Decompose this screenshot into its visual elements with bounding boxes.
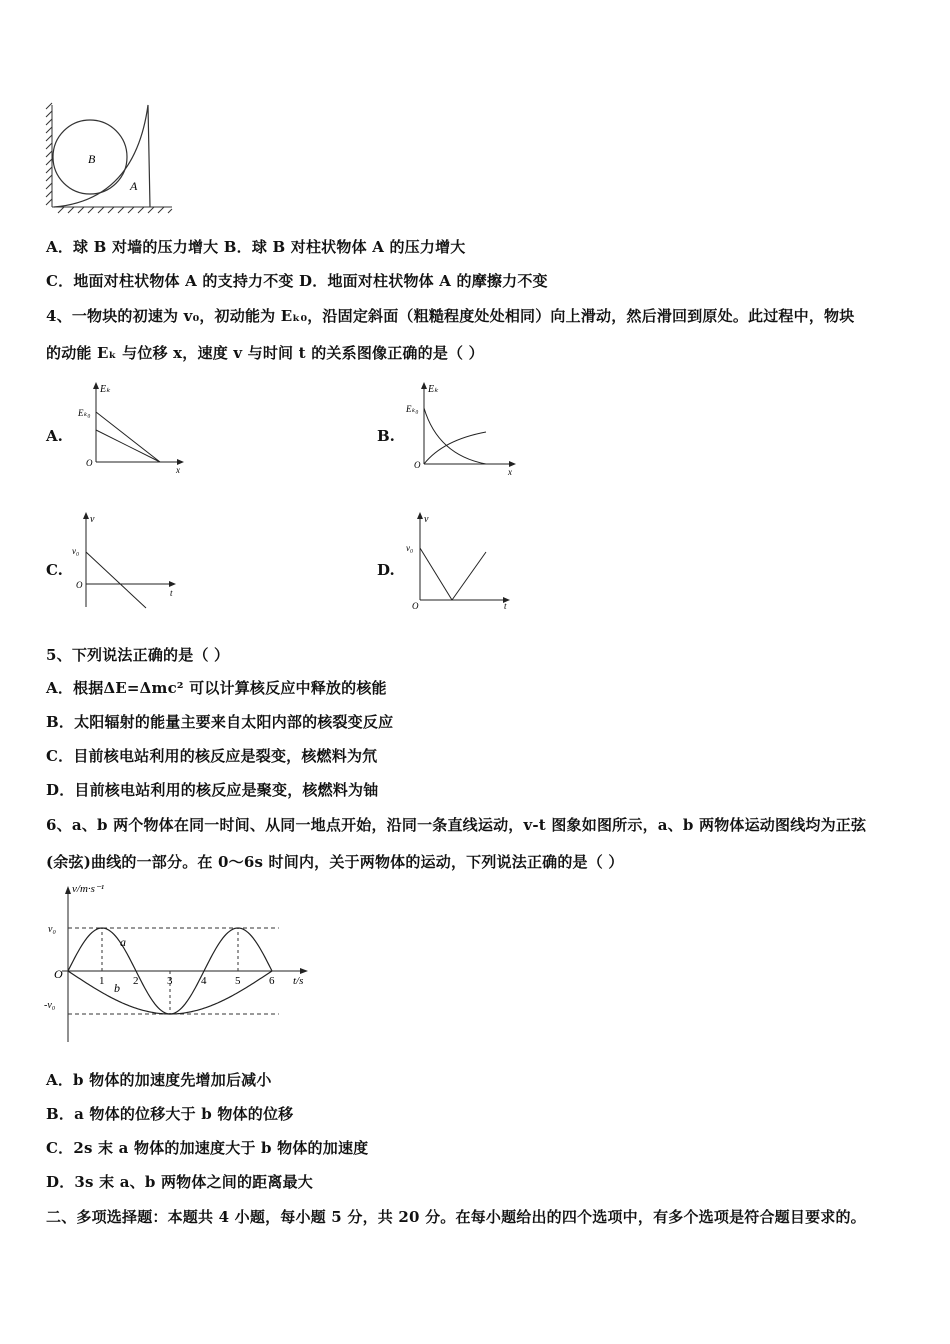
x-tick-label-4: 4 bbox=[201, 975, 207, 987]
x-tick-label-5: 5 bbox=[235, 975, 241, 987]
svg-text:v: v bbox=[90, 514, 95, 525]
q4-graph-a bbox=[80, 380, 190, 475]
graph-c-line bbox=[86, 552, 146, 608]
q6-stem-line1: 6、a、b 两个物体在同一时间、从同一地点开始，沿同一条直线运动，v-t 图象如图所示，a、b 两物体运动图线均为正弦 bbox=[46, 816, 867, 834]
q6-option-d: D．3s 末 a、b 两物体之间的距离最大 bbox=[46, 1173, 313, 1191]
svg-text:O: O bbox=[412, 601, 419, 611]
svg-text:O: O bbox=[414, 460, 421, 470]
q5-option-a: A．根据ΔE=Δmc² 可以计算核反应中释放的核能 bbox=[46, 679, 387, 697]
x-tick-label-3: 3 bbox=[167, 975, 173, 987]
q6-vt-chart bbox=[40, 880, 320, 1050]
q3-figure bbox=[40, 95, 180, 220]
q4-graph-d-label: D. bbox=[377, 561, 395, 579]
wall-hatch bbox=[46, 103, 52, 207]
x-tick-label-1: 1 bbox=[99, 975, 105, 987]
graph-d-line-up bbox=[452, 552, 486, 600]
q4-stem-line1: 4、一物块的初速为 v₀，初动能为 Eₖ₀，沿固定斜面（粗糙程度处处相同）向上滑动，然后滑回到原处。此过程中，物块 bbox=[46, 307, 855, 325]
graph-b-decay-curve bbox=[424, 408, 486, 464]
v-axis-label: v/m·s⁻¹ bbox=[72, 883, 105, 895]
origin-label: O bbox=[54, 967, 63, 981]
svg-text:v₀: v₀ bbox=[406, 543, 414, 553]
q5-option-b: B．太阳辐射的能量主要来自太阳内部的核裂变反应 bbox=[46, 713, 394, 731]
svg-text:v: v bbox=[424, 514, 429, 525]
svg-text:Eₖ: Eₖ bbox=[100, 384, 111, 395]
svg-text:Eₖ₀: Eₖ₀ bbox=[78, 408, 91, 418]
graph-d-line-down bbox=[420, 548, 452, 600]
label-b: B bbox=[88, 152, 96, 166]
q6-option-c: C．2s 末 a 物体的加速度大于 b 物体的加速度 bbox=[46, 1139, 369, 1157]
q6-option-a: A．b 物体的加速度先增加后减小 bbox=[46, 1071, 272, 1089]
q6-option-b: B．a 物体的位移大于 b 物体的位移 bbox=[46, 1105, 294, 1123]
q6-stem-line2: (余弦)曲线的一部分。在 0～6s 时间内，关于两物体的运动，下列说法正确的是（ ） bbox=[46, 853, 624, 871]
svg-text:Eₖ₀: Eₖ₀ bbox=[406, 404, 419, 414]
t-axis-label: t/s bbox=[293, 975, 304, 987]
q4-graph-b-label: B. bbox=[377, 427, 395, 445]
svg-text:x: x bbox=[176, 465, 180, 475]
neg-v0-label: -v₀ bbox=[44, 1000, 56, 1011]
q4-graph-d bbox=[404, 510, 519, 610]
ground-hatch bbox=[52, 207, 172, 213]
graph-a-line-lower bbox=[96, 430, 160, 462]
series-b-label: b bbox=[114, 981, 120, 995]
q5-option-c: C．目前核电站利用的核反应是裂变，核燃料为氘 bbox=[46, 747, 378, 765]
x-tick-label-6: 6 bbox=[269, 975, 275, 987]
q3-options-row2: C．地面对柱状物体 A 的支持力不变 D．地面对柱状物体 A 的摩擦力不变 bbox=[46, 272, 548, 290]
svg-text:v₀: v₀ bbox=[72, 546, 80, 556]
q5-option-d: D．目前核电站利用的核反应是聚变，核燃料为铀 bbox=[46, 781, 379, 799]
svg-text:O: O bbox=[76, 580, 83, 590]
svg-text:O: O bbox=[86, 458, 93, 468]
v0-label: v₀ bbox=[48, 924, 56, 935]
svg-text:t: t bbox=[170, 588, 173, 598]
q4-graph-c-label: C. bbox=[46, 561, 63, 579]
x-tick-label-2: 2 bbox=[133, 975, 139, 987]
q5-stem: 5、下列说法正确的是（ ） bbox=[46, 646, 230, 664]
svg-text:Eₖ: Eₖ bbox=[428, 384, 439, 395]
q4-graph-a-label: A. bbox=[46, 427, 63, 445]
graph-b-rise-curve bbox=[424, 432, 486, 464]
label-a: A bbox=[130, 179, 138, 193]
q4-stem-line2: 的动能 Eₖ 与位移 x，速度 v 与时间 t 的关系图像正确的是（ ） bbox=[46, 344, 484, 362]
q4-graph-b bbox=[408, 380, 523, 475]
svg-text:t: t bbox=[504, 601, 507, 611]
series-a-label: a bbox=[120, 935, 126, 949]
section-2-heading: 二、多项选择题：本题共 4 小题，每小题 5 分，共 20 分。在每小题给出的四个选项中，有多个选项是符合题目要求的。 bbox=[46, 1208, 866, 1226]
q3-options-row1: A．球 B 对墙的压力增大 B．球 B 对柱状物体 A 的压力增大 bbox=[46, 238, 466, 256]
svg-text:x: x bbox=[508, 467, 512, 477]
graph-a-line-upper bbox=[96, 412, 160, 462]
q4-graph-c bbox=[70, 510, 185, 610]
